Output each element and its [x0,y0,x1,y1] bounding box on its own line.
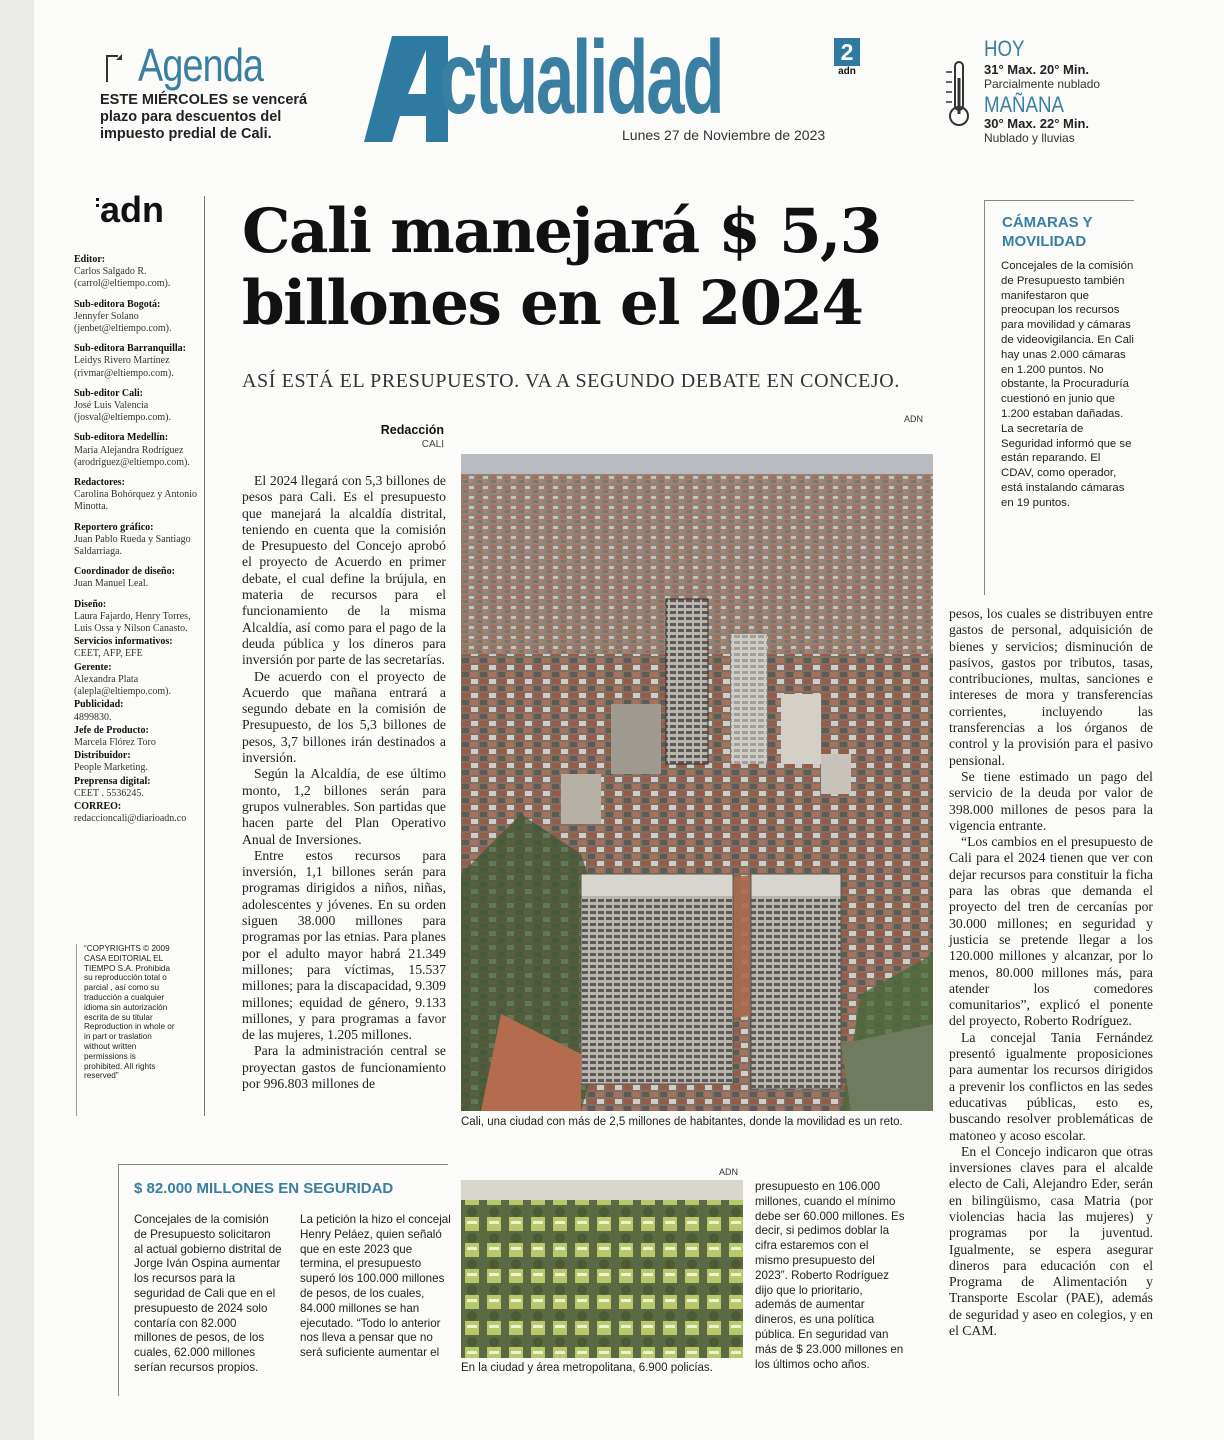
staff-name: Jennyfer Solano (jenbet@eltiempo.com). [74,310,172,335]
staff-role: CORREO: [74,800,122,812]
page-brand: adn [838,66,856,77]
staff-name: María Alejandra Rodríguez (arodriguez@eltiempo.com). [74,444,190,468]
article-paragraph: “Los cambios en el presupuesto de Cali para el 2024 tienen que ver con dejar recursos para constituir la ficha para las obras que demanda el proyecto del tren de cercanías por 30.000 millones; en seguridad y justicia se pretende llegar a los 120.000 millones y alcanzar, por lo menos, 80.000 millones más, para atender los comedores comunitarios”, explicó el ponente del proyecto, Roberto Rodríguez. [949,834,1153,1029]
staff-name: Marcela Flórez Toro [74,736,156,748]
staff-name: Leidys Rivero Martínez (rivmar@eltiempo.com). [74,355,174,379]
staff-name: Juan Pablo Rueda y Santiago Saldarriaga. [74,533,191,558]
copyright-notice: “COPYRIGHTS © 2009 CASA EDITORIAL EL TIEMPO S.A. Prohibida su reproducción total o parcial , así como su traducción a cualquier idioma sin autorización escrita de su titular Reproduction in whole or in part or traslation without written permissions is prohibited. All rights reserved” [84,944,175,1081]
staff-name: CEET, AFP, EFE [74,648,143,660]
headline: Cali manejará $ 5,3 billones en el 2024 [242,196,881,339]
staff-role: Reportero gráfico: [74,521,154,533]
actualidad-logo-a-icon [364,36,448,142]
article-paragraph: El 2024 llegará con 5,3 billones de pesos para Cali. Es el presupuesto que manejará la alcaldía distrital, teniendo en cuenta que la comisión de Presupuesto del Concejo aprobó el proyecto de Acuerdo en primer debate, el cual define la brújula, en materia de recursos para el funcionamiento de la misma Alcaldía, así como para el pago de la deuda pública y los dineros para inversión por parte de las secretarías. [242,473,446,668]
byline: Redacción [380,423,444,437]
staff-role: Preprensa digital: [74,775,151,787]
agenda-title: Agenda [138,39,264,91]
security-text-3: presupuesto en 106.000 millones, cuando el mínimo debe ser 60.000 millones. Es decir, si pedimos doblar la cifra estaremos con el mismo presupuesto del 2023”. Roberto Rodríguez dijo que lo prioritario, además de aumentar dineros, es una política pública. En seguridad van más de $ 23.000 millones en los últimos ocho años. [755,1180,905,1371]
sidebar-title: CÁMARAS Y MOVILIDAD [1002,214,1093,250]
article-paragraph: pesos, los cuales se distribuyen entre gastos de personal, adquisición de bienes y servicios; disminución de pasivos, gastos por tributos, tasas, contribuciones, multas, sanciones e intereses de mora y transferencias corrientes, incluyendo las transferencias a los órganos de control y la provisión para el pasivo pensional. [949,606,1153,768]
adn-logo-text: adn [100,192,165,228]
staff-name: Laura Fajardo, Henry Torres, Luis Ossa y Nilson Canasto. [74,610,191,635]
staff-role: Coordinador de diseño: [74,566,175,578]
deck: ASÍ ESTÁ EL PRESUPUESTO. VA A SEGUNDO DEBATE EN CONCEJO. [242,370,900,392]
staff-role: Sub-editora Barranquilla: [74,343,186,355]
photo-credit: ADN [904,414,924,424]
staff-role: Sub-editor Cali: [74,387,143,399]
city-aerial-photo [461,454,933,1111]
staff-name: Carolina Bohórquez y Antonio Minotta. [74,489,198,513]
staff-role: Jefe de Producto: [74,724,149,736]
thermometer-icon [944,58,972,130]
weather-tomorrow-desc: Nublado y lluvias [984,131,1075,145]
weather-tomorrow-label: MAÑANA [984,92,1065,117]
staff-role: Diseño: [74,598,107,610]
staff-name: CEET . 5536245. [74,787,144,799]
article-column-1 [242,473,446,1092]
copyright-divider [76,944,77,1116]
staff-role: Editor: [74,254,106,265]
article-paragraph: De acuerdo con el proyecto de Acuerdo que mañana entrará a segundo debate en la comisión de Presupuesto, de los 5,3 billones de pesos, 3,7 billones irán destinados a inversión. [242,668,446,766]
issue-date: Lunes 27 de Noviembre de 2023 [622,127,826,143]
staff-name: Alexandra Plata (alepla@eltiempo.com). [74,673,171,698]
staff-role: Distribuidor: [74,750,131,762]
weather-today-temp: 31° Max. 20° Min. [984,62,1090,77]
police-photo [461,1180,743,1358]
security-title: $ 82.000 MILLONES EN SEGURIDAD [134,1180,394,1197]
article-paragraph: Entre estos recursos para inversión, 1,1 billones serán para programas dirigidos a niños, niñas, adolescentes y jóvenes. En su orden siguen 38.000 millones para programas por las etnias. Para planes por el adulto mayor habrá 21.349 millones; para víctimas, 15.537 millones; para la discapacidad, 9.309 millones; equidad de género, 9.133 millones, y para programas a favor de las mujeres, 1.205 millones. [242,847,446,1043]
staff-name: Juan Manuel Leal. [74,578,149,590]
staff-role: Redactores: [74,477,125,489]
security-photo-credit: ADN [719,1167,739,1177]
article-paragraph: Para la administración central se proyectan gastos de funcionamiento por 996.803 millones de [242,1043,446,1091]
staff-name: Carlos Salgado R. (carrol@eltiempo.com). [74,266,171,290]
section-logo-word: ctualidad [439,20,723,136]
article-paragraph: En el Concejo indicaron que otras inversiones claves para el alcalde electo de Cali, Alejandro Eder, serán en bilingüismo, casa Matria (por violencias hacia las mujeres) y programas por la juventud. Igualmente, se espera asegurar dineros para educación con el Programa de Alimentación y Transporte Escolar (PAE), además de seguridad y aseo en colegios, y en el CAM. [949,1143,1153,1339]
agenda-bracket-icon [104,52,124,84]
staff-box [74,254,204,825]
photo-caption: Cali, una ciudad con más de 2,5 millones de habitantes, donde la movilidad es un reto. [461,1116,903,1128]
weather-today-label: HOY [984,36,1025,61]
page-number: 2 [834,38,860,66]
article-paragraph: Según la Alcaldía, de ese último monto, 1,2 billones serán para grupos vulnerables. Son partidas que hacen parte del Plan Operativo Anual de Inversiones. [242,766,446,847]
staff-name: 4899830. [74,711,112,723]
staff-role: Sub-editora Bogotá: [74,298,161,310]
agenda-text: ESTE MIÉRCOLES se vencerá plazo para descuentos del impuesto predial de Cali. [100,92,308,142]
weather-tomorrow-temp: 30° Max. 22° Min. [984,116,1090,131]
staff-role: Servicios informativos: [74,636,173,648]
weather-today-desc: Parcialmente nublado [984,77,1101,91]
staff-name: José Luis Valencia (josval@eltiempo.com). [74,400,171,424]
staff-role: Publicidad: [74,699,124,711]
staff-role: Sub-editora Medellín: [74,432,169,444]
staff-name: People Marketing. [74,762,148,774]
article-column-3 [949,606,1153,1339]
staff-role: Gerente: [74,661,112,673]
byline-city: CALI [421,439,444,450]
sidebar-text: Concejales de la comisión de Presupuesto también manifestaron que preocupan los recursos para movilidad y cámaras de videovigilancia. En Cali hay unas 2.000 cámaras en 1.200 puntos. No obstante, la Procuraduría cuestionó en junio que 1.200 estaban dañadas. La secretaría de Seguridad informó que se están reparando. El CDAV, como operador, está instalando cámaras en 19 puntos. [1001,260,1134,509]
newspaper-page [34,0,1224,1440]
adn-logo [96,192,186,228]
article-paragraph: Se tiene estimado un pago del servicio de la deuda por valor de 398.000 millones de pesos para la vigencia entrante. [949,768,1153,833]
staff-divider [204,196,205,1116]
staff-name: redaccioncali@diarioadn.co [74,813,187,825]
security-photo-caption: En la ciudad y área metropolitana, 6.900 policías. [461,1362,713,1374]
article-paragraph: La concejal Tania Fernández presentó igualmente proposiciones para aumentar los recursos dirigidos a prevenir los conflictos en las sedes educativas públicas, esto es, buscando resolver problemáticas de matoneo y acoso escolar. [949,1029,1153,1143]
security-text-1: Concejales de la comisión de Presupuesto solicitaron al actual gobierno distrital de Jorge Iván Ospina aumentar los recursos para la seguridad de Cali que en el presupuesto de 2024 solo contaría con 82.000 millones de pesos, de los cuales, 62.000 millones serían recursos propios. [134,1213,282,1374]
security-text-2: La petición la hizo el concejal Henry Peláez, quien señaló que en este 2023 que termina, el presupuesto superó los 100.000 millones de pesos, de los cuales, 84.000 millones se han ejecutado. “Todo lo anterior nos lleva a pensar que no será suficiente aumentar el [300,1213,451,1360]
